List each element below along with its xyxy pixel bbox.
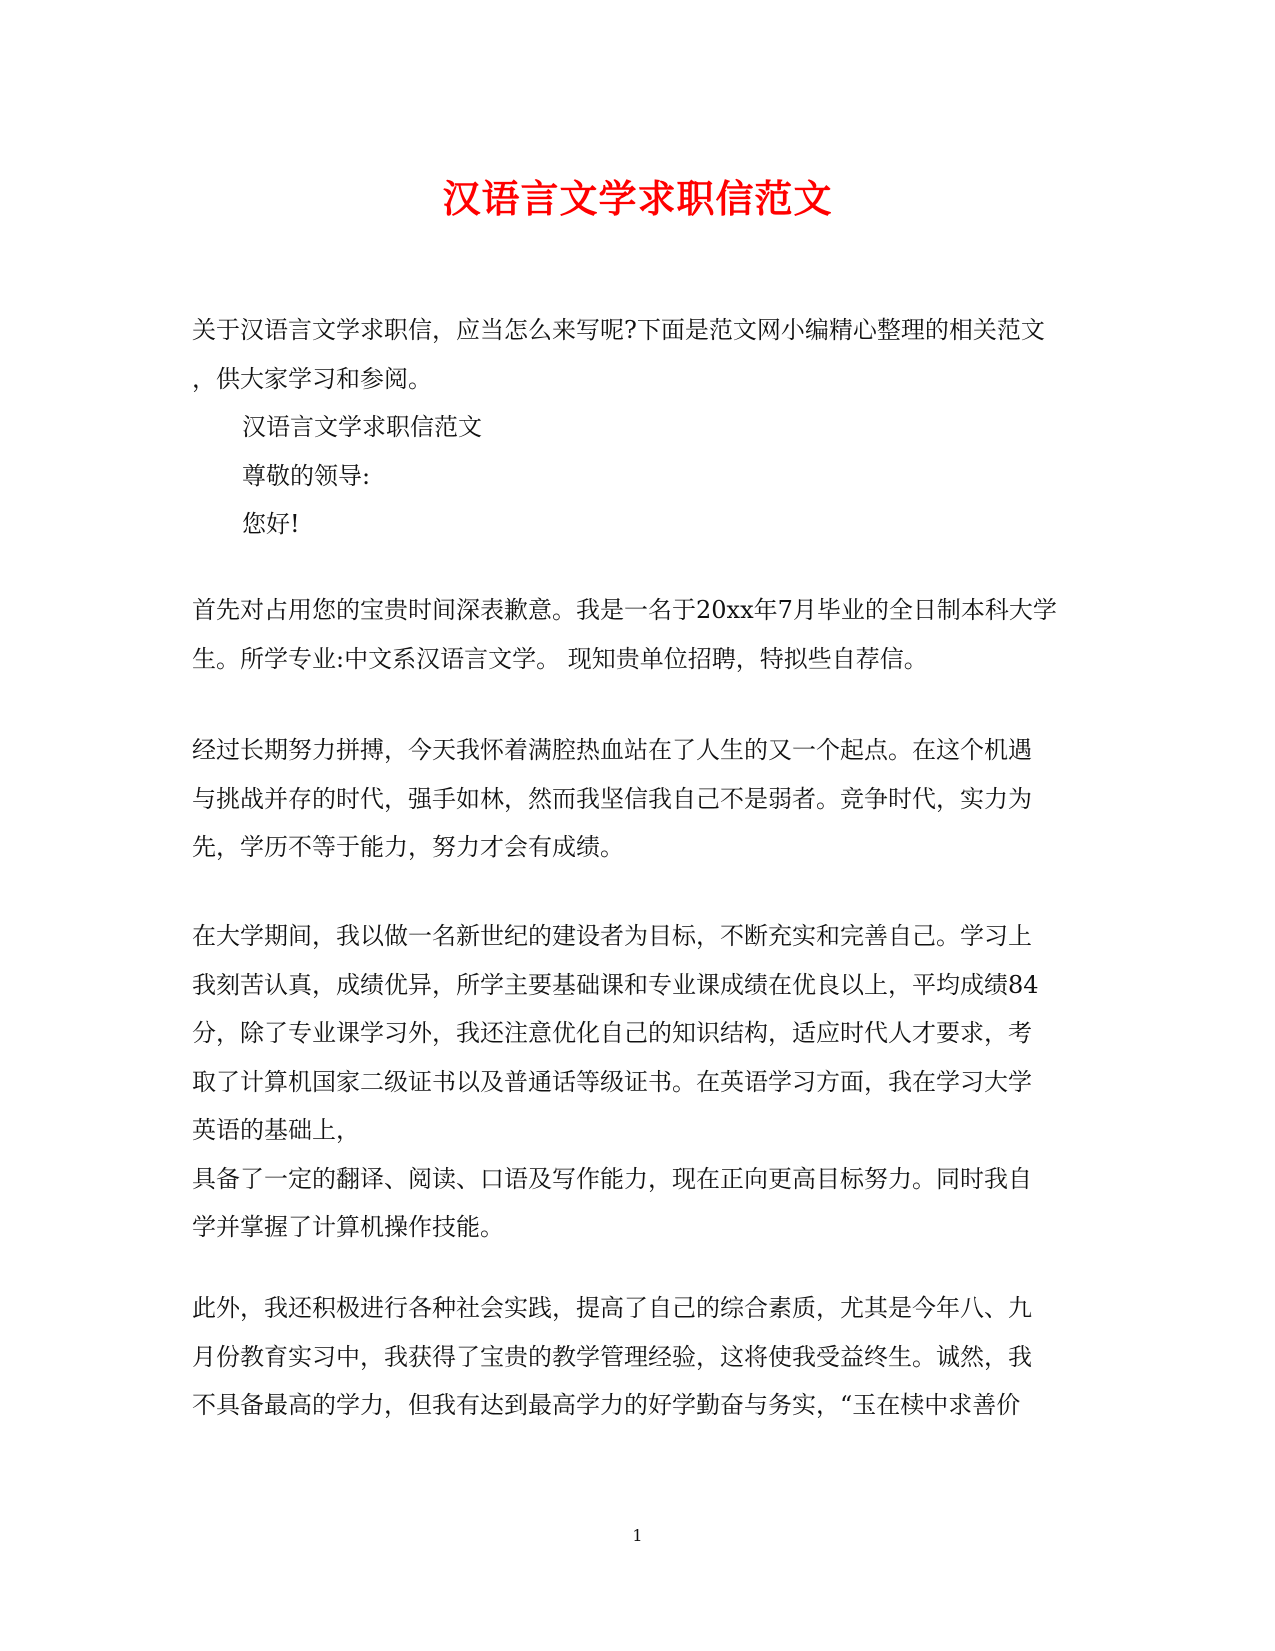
page-number: 1: [632, 1526, 643, 1545]
greeting: 您好!: [242, 510, 300, 538]
intro-paragraph: [192, 306, 1092, 549]
text-line: 关于汉语言文学求职信，应当怎么来写呢?下面是范文网小编精心整理的相关范文: [192, 316, 1045, 344]
paragraph-1: [192, 586, 1092, 683]
paragraph-4: [192, 1284, 1092, 1430]
text-line: 生。所学专业:中文系汉语言文学。 现知贵单位招聘，特拟些自荐信。: [192, 644, 928, 673]
text-line: 与挑战并存的时代，强手如林，然而我坚信我自己不是弱者。竞争时代，实力为: [192, 784, 1032, 813]
heading-repeat: 汉语言文学求职信范文: [242, 413, 482, 441]
paragraph-3: [192, 912, 1092, 1252]
document-title: 汉语言文学求职信范文: [442, 176, 833, 221]
text-line: 具备了一定的翻译、阅读、口语及写作能力，现在正向更高目标努力。同时我自: [192, 1164, 1032, 1193]
text-line: 分，除了专业课学习外，我还注意优化自己的知识结构，适应时代人才要求，考: [192, 1019, 1032, 1047]
text-line: 首先对占用您的宝贵时间深表歉意。我是一名于20xx年7月毕业的全日制本科大学: [192, 596, 1057, 624]
text-line: 月份教育实习中，我获得了宝贵的教学管理经验，这将使我受益终生。诚然，我: [192, 1342, 1032, 1371]
text-line: 我刻苦认真，成绩优异，所学主要基础课和专业课成绩在优良以上，平均成绩84: [192, 970, 1039, 999]
text-line: 先，学历不等于能力，努力才会有成绩。: [192, 833, 624, 861]
text-line: 英语的基础上，: [192, 1116, 360, 1144]
paragraph-2: [192, 726, 1092, 872]
text-line: 取了计算机国家二级证书以及普通话等级证书。在英语学习方面，我在学习大学: [192, 1067, 1032, 1096]
text-line: 不具备最高的学力，但我有达到最高学力的好学勤奋与务实，“玉在椟中求善价: [192, 1391, 1021, 1419]
text-line: 经过长期努力拼搏，今天我怀着满腔热血站在了人生的又一个起点。在这个机遇: [192, 736, 1032, 764]
text-line: 在大学期间，我以做一名新世纪的建设者为目标，不断充实和完善自己。学习上: [192, 922, 1032, 950]
text-line: ，供大家学习和参阅。: [192, 364, 432, 393]
text-line: 此外，我还积极进行各种社会实践，提高了自己的综合素质，尤其是今年八、九: [192, 1294, 1032, 1322]
text-line: 学并掌握了计算机操作技能。: [192, 1213, 504, 1241]
salutation: 尊敬的领导:: [242, 461, 371, 490]
